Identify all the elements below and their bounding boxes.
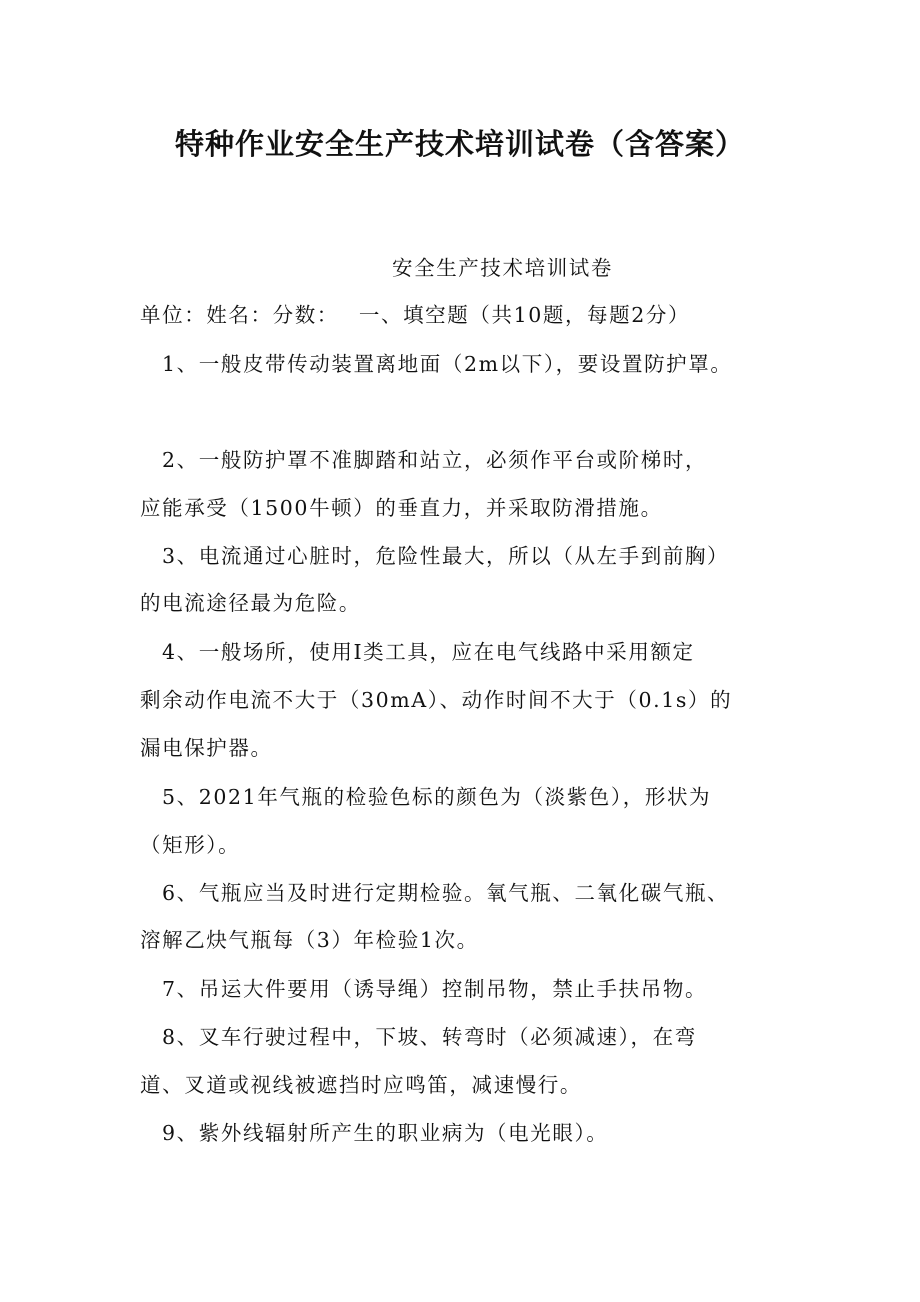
question-7: 7、吊运大件要用（诱导绳）控制吊物，禁止手扶吊物。 bbox=[162, 977, 708, 1001]
question-3-line-1: 3、电流通过心脏时，危险性最大，所以（从左手到前胸） bbox=[162, 544, 730, 568]
question-6-line-2: 溶解乙炔气瓶每（3）年检验1次。 bbox=[140, 928, 479, 952]
question-8-line-2: 道、叉道或视线被遮挡时应鸣笛，减速慢行。 bbox=[140, 1073, 582, 1097]
question-4-line-1: 4、一般场所，使用Ⅰ类工具，应在电气线路中采用额定 bbox=[162, 640, 695, 664]
question-4-line-3: 漏电保护器。 bbox=[140, 736, 273, 760]
question-8-line-1: 8、叉车行驶过程中，下坡、转弯时（必须减速），在弯 bbox=[162, 1025, 697, 1049]
question-5-line-1: 5、2021年气瓶的检验色标的颜色为（淡紫色），形状为 bbox=[162, 785, 712, 809]
question-1: 1、一般皮带传动装置离地面（2m以下），要设置防护罩。 bbox=[162, 352, 733, 376]
question-6-line-1: 6、气瓶应当及时进行定期检验。氧气瓶、二氧化碳气瓶、 bbox=[162, 881, 730, 905]
header-line: 单位：姓名：分数： 一、填空题（共10题，每题2分） bbox=[140, 303, 691, 327]
question-2-line-2: 应能承受（1500牛顿）的垂直力，并采取防滑措施。 bbox=[140, 496, 663, 520]
question-5-line-2: （矩形）。 bbox=[140, 833, 241, 857]
question-9: 9、紫外线辐射所产生的职业病为（电光眼）。 bbox=[162, 1121, 609, 1145]
question-4-line-2: 剩余动作电流不大于（30mA）、动作时间不大于（0.1s）的 bbox=[140, 688, 733, 712]
question-3-line-2: 的电流途径最为危险。 bbox=[140, 591, 361, 615]
subtitle: 安全生产技术培训试卷 bbox=[392, 256, 613, 280]
question-2-line-1: 2、一般防护罩不准脚踏和站立，必须作平台或阶梯时， bbox=[162, 448, 708, 472]
document-title: 特种作业安全生产技术培训试卷（含答案） bbox=[174, 127, 745, 161]
